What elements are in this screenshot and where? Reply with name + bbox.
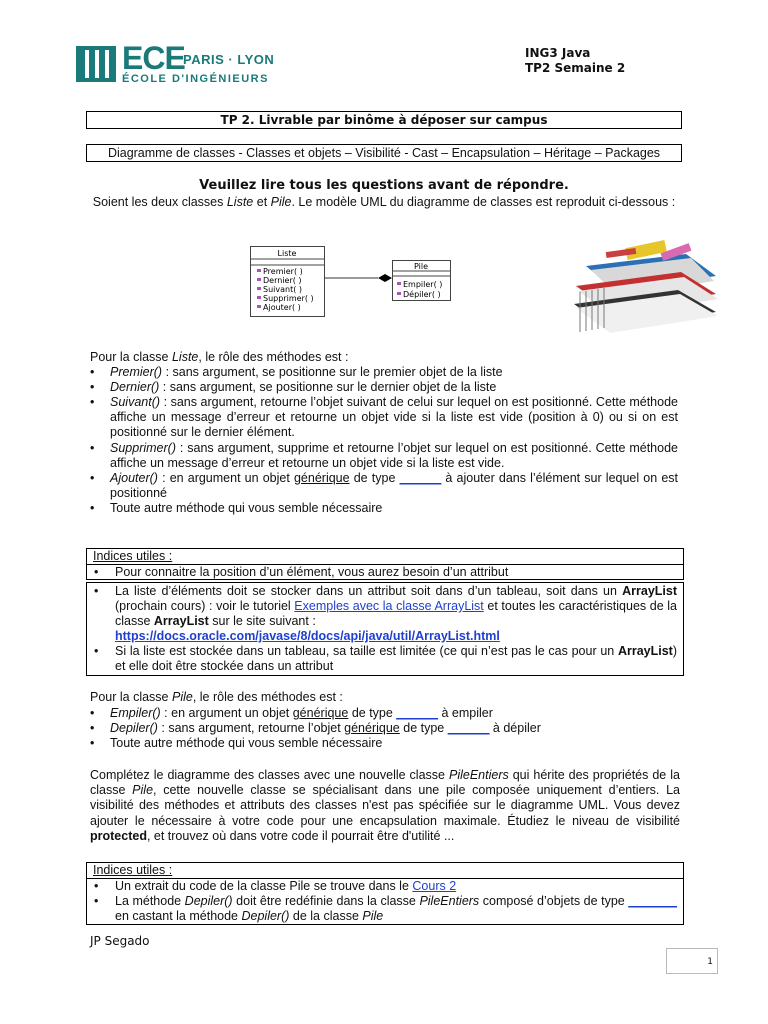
hint-title: Indices utiles : xyxy=(93,549,173,563)
list-item: • Toute autre méthode qui vous semble nécessaire xyxy=(90,501,383,515)
instruction-heading: Veuillez lire tous les questions avant de répondre. xyxy=(199,178,569,193)
course-name: ING3 Java xyxy=(525,46,591,60)
list-item: • Suivant() : sans argument, retourne l’objet suivant de celui sur lequel on est positionné. Cette méthode affiche un message d’erreur et retourne un objet vide si la liste est vide (position à 0) ou si on est positionné sur le dernier élément. xyxy=(90,395,678,440)
page-title: TP 2. Livrable par binôme à déposer sur campus xyxy=(86,111,682,129)
liste-intro: Pour la classe Liste, le rôle des méthodes est : xyxy=(90,350,349,364)
hint-item: • Pour connaitre la position d’un élément, vous aurez besoin d’un attribut xyxy=(94,565,509,579)
logo-brand: ECE xyxy=(122,40,185,76)
hint-box-1 xyxy=(86,548,684,580)
pile-intro: Pour la classe Pile, le rôle des méthodes est : xyxy=(90,690,343,704)
list-item: • Premier() : sans argument, se positionne sur le premier objet de la liste xyxy=(90,365,503,379)
uml-liste-method: Suivant( ) xyxy=(263,285,302,294)
hint-item: • Si la liste est stockée dans un tableau, sa taille est limitée (ce qui n’est pas le cas pour un ArrayList) et elle doit être stockée dans un attribut xyxy=(94,644,677,673)
logo-subtitle: ÉCOLE D'INGÉNIEURS xyxy=(122,73,269,85)
author-name: JP Segado xyxy=(90,934,150,948)
logo-cities: PARIS · LYON xyxy=(183,52,275,67)
uml-diagram xyxy=(250,246,455,318)
notebooks-photo xyxy=(566,236,726,336)
hint-item: • La méthode Depiler() doit être redéfinie dans la classe PileEntiers composé d’objets de type _______ en castant la méthode Depiler() de la classe Pile xyxy=(94,894,677,923)
session-name: TP2 Semaine 2 xyxy=(525,61,626,75)
pileentiers-paragraph: Complétez le diagramme des classes avec une nouvelle classe PileEntiers qui hérite des propriétés de la classe Pile, cette nouvelle classe se spécialisant dans une pile composée uniquement d’entiers. La visibilité des méthodes et attributs des classes n'est pas spécifiée sur le diagramme UML. Vous devez ajouter le nécessaire à votre code pour une encapsulation maximale. Étudiez le niveau de visibilité protected, et trouvez où dans votre code il pourrait être d'utilité ... xyxy=(90,768,680,843)
page-number: 1 xyxy=(707,957,713,967)
cours-2-link[interactable]: Cours 2 xyxy=(412,879,457,893)
list-item: • Supprimer() : sans argument, supprime et retourne l’objet sur lequel on est positionné. Cette méthode affiche un message d’erreur et retourne un objet vide si la liste est vide. xyxy=(90,441,678,471)
topics-box: Diagramme de classes - Classes et objets – Visibilité - Cast – Encapsulation – Héritage – Packages xyxy=(86,144,682,162)
arraylist-tutorial-link[interactable]: Exemples avec la classe ArrayList xyxy=(294,599,484,613)
uml-liste-method: Dernier( ) xyxy=(263,276,302,285)
uml-pile-method: Dépiler( ) xyxy=(403,290,441,299)
uml-pile-method: Empiler( ) xyxy=(403,280,443,289)
uml-liste-name: Liste xyxy=(277,249,297,258)
list-item: • Depiler() : sans argument, retourne l’objet générique de type ______ à dépiler xyxy=(90,721,541,735)
oracle-docs-link[interactable]: https://docs.oracle.com/javase/8/docs/api/java/util/ArrayList.html xyxy=(115,629,500,643)
list-item: • Dernier() : sans argument, se positionne sur le dernier objet de la liste xyxy=(90,380,497,394)
uml-pile-name: Pile xyxy=(413,262,429,271)
list-item: • Empiler() : en argument un objet générique de type ______ à empiler xyxy=(90,706,493,720)
hint-item: • La liste d’éléments doit se stocker dans un attribut soit dans d’un tableau, soit dans un ArrayList (prochain cours) : voir le tutoriel Exemples avec la classe ArrayList et toutes les caractéristiques de la classe ArrayList sur le site suivant : https://docs.oracle.com/javase/8/docs/api/java/util/ArrayList.html xyxy=(94,584,677,643)
uml-liste-method: Ajouter( ) xyxy=(263,303,301,312)
intro-text: Soient les deux classes Liste et Pile. Le modèle UML du diagramme de classes est reproduit ci-dessous : xyxy=(92,195,676,209)
hint-box-2 xyxy=(86,582,684,676)
ece-logo-icon xyxy=(76,44,116,84)
hint-item: • Un extrait du code de la classe Pile se trouve dans le Cours 2 xyxy=(94,879,457,893)
list-item: • Toute autre méthode qui vous semble nécessaire xyxy=(90,736,383,750)
hint-box-3 xyxy=(86,862,684,925)
list-item: • Ajouter() : en argument un objet générique de type ______ à ajouter dans l’élément sur lequel on est positionné xyxy=(90,471,679,501)
hint-title: Indices utiles : xyxy=(93,863,173,877)
page-number-box xyxy=(666,948,718,974)
uml-liste-method: Premier( ) xyxy=(263,267,303,276)
uml-liste-method: Supprimer( ) xyxy=(263,294,314,303)
